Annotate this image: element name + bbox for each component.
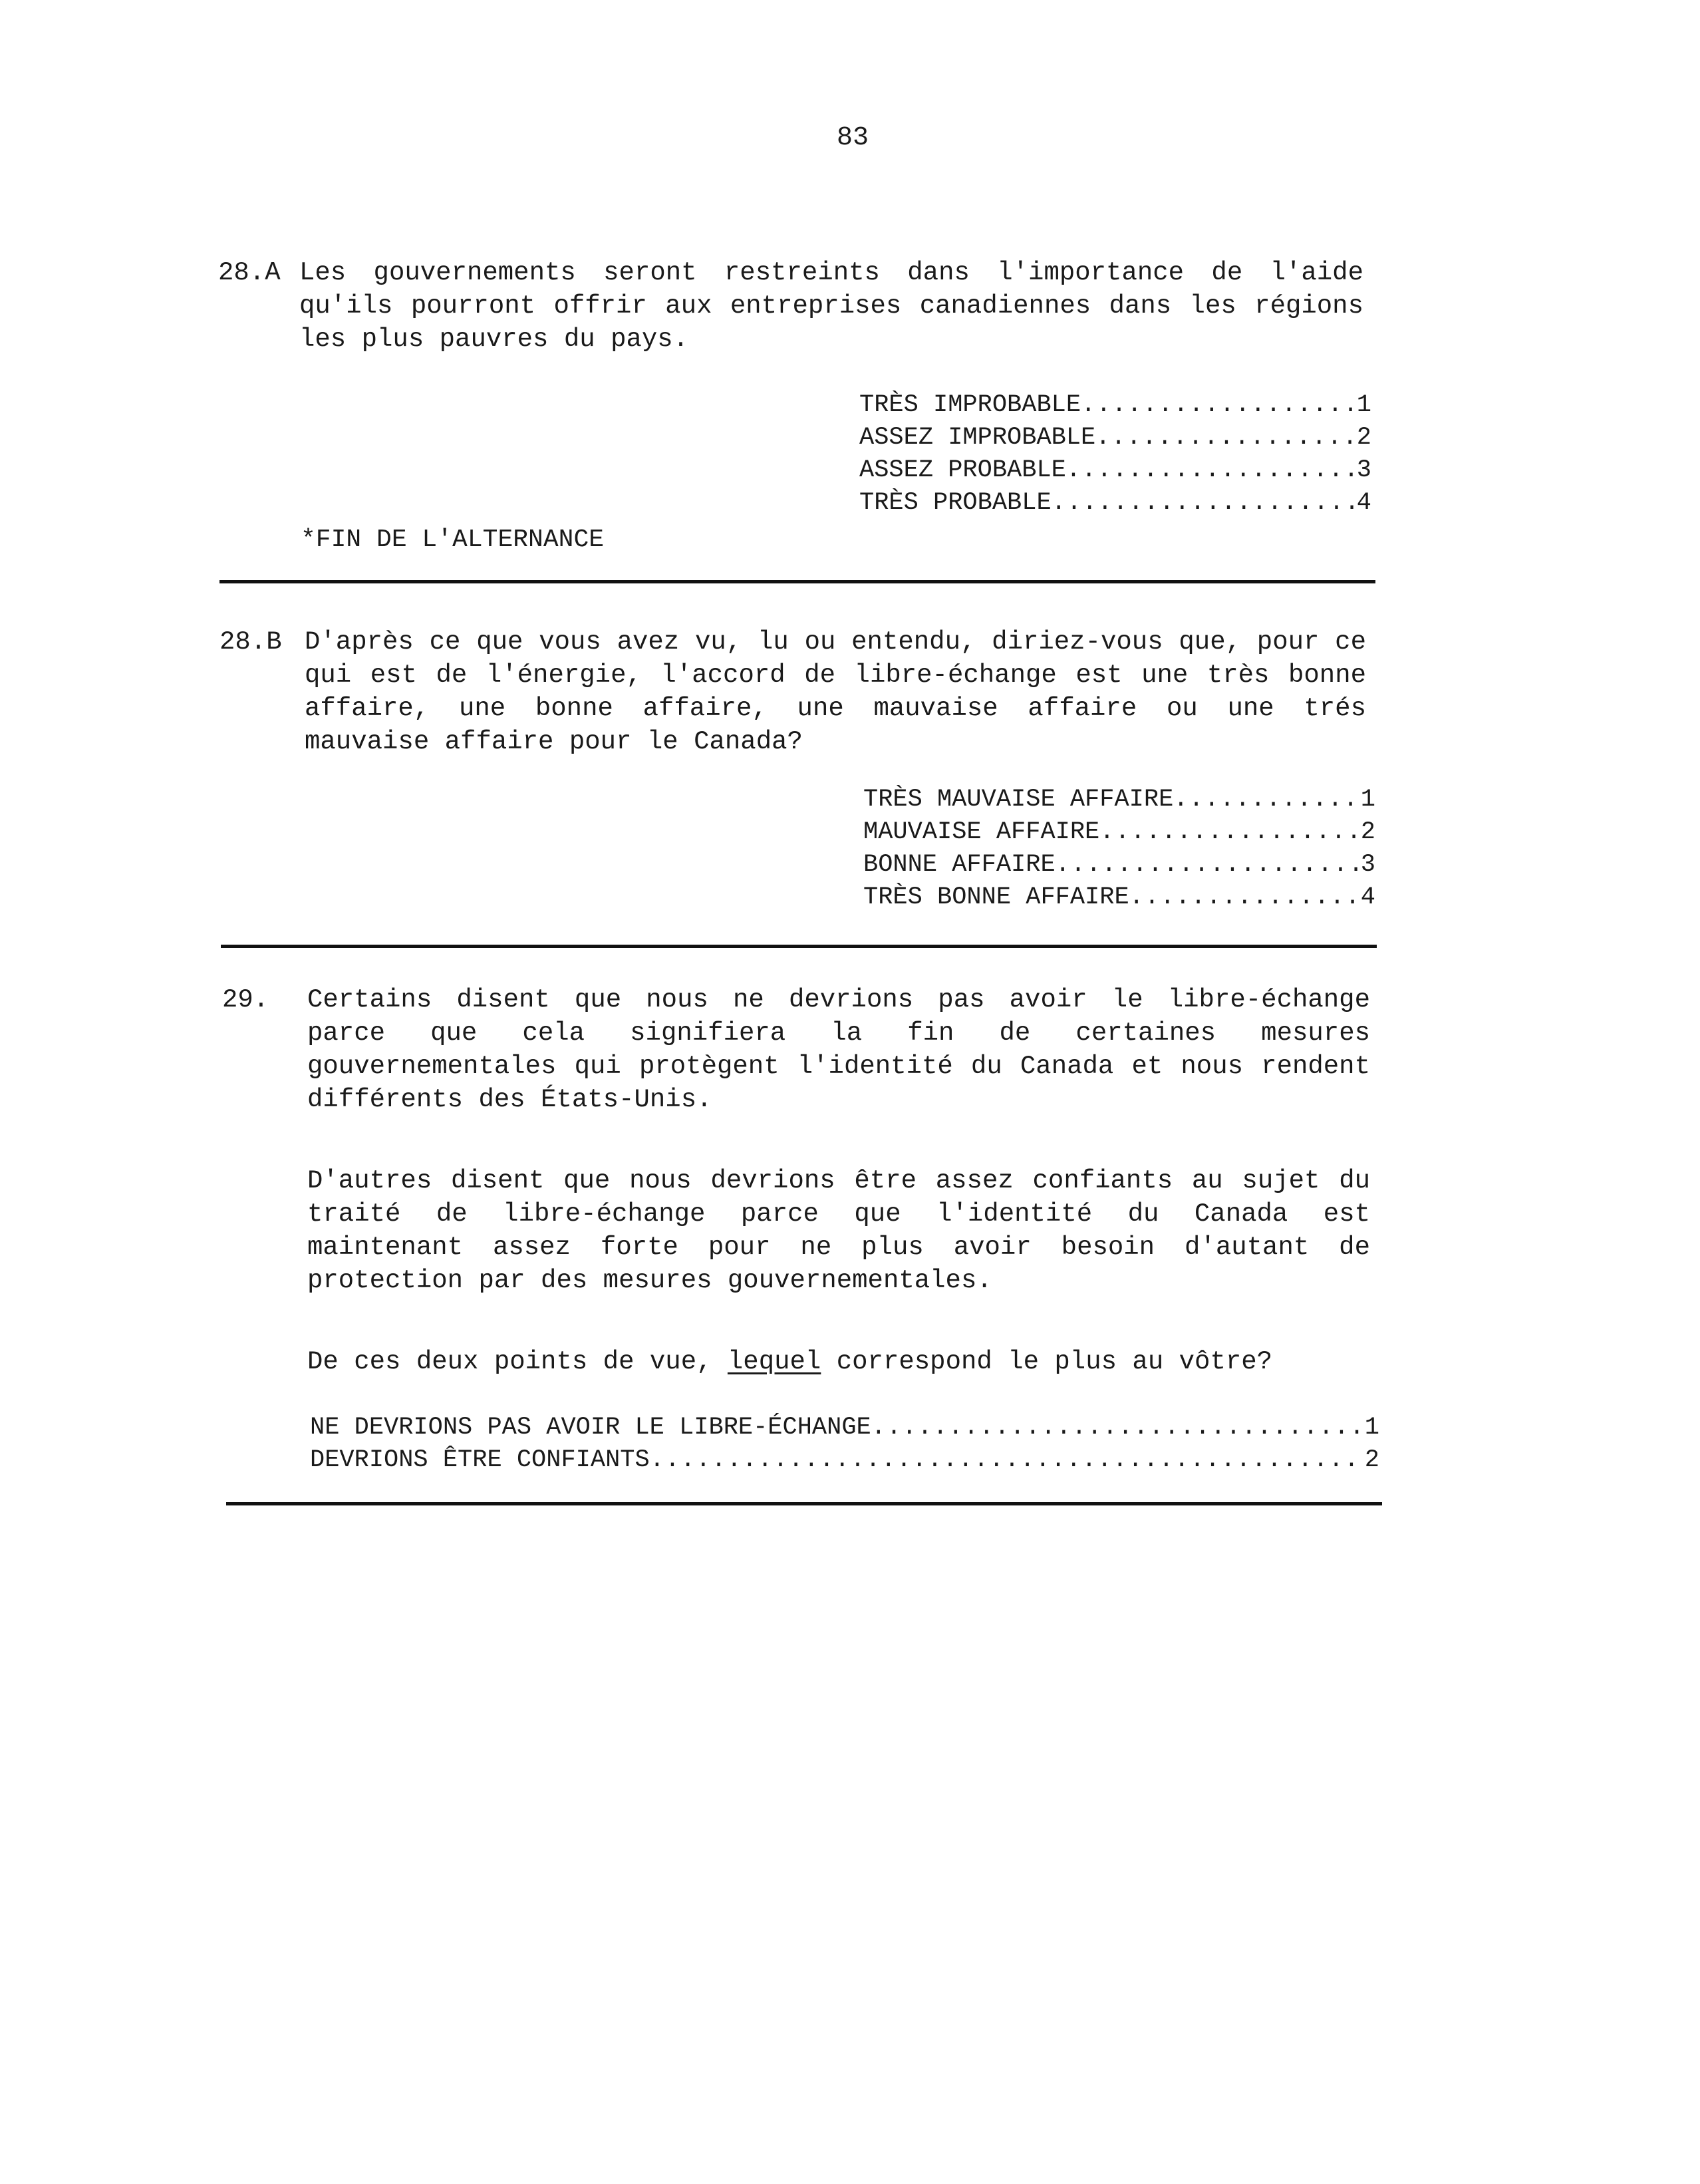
answer-option[interactable]: ASSEZ IMPROBABLE ..... 2 [859, 422, 1371, 454]
answer-option[interactable]: NE DEVRIONS PAS AVOIR LE LIBRE-ÉCHANGE ..... 1 [310, 1412, 1379, 1444]
emphasized-word: lequel [727, 1347, 821, 1376]
question-text: D'après ce que vous avez vu, lu ou entendu, diriez-vous que, pour ce qui est de l'énergie, l'accord de libre-échange est une très bonne affaire, une bonne affaire, une mauvaise affaire ou une trés mauvaise affaire pour le Canada? [305, 627, 1366, 756]
question-prompt: De ces deux points de vue, lequel correspond le plus au vôtre? [307, 1347, 1273, 1376]
answer-options-29 [310, 1412, 1379, 1477]
answer-option[interactable]: TRÈS MAUVAISE AFFAIRE ..... 1 [863, 784, 1375, 816]
instruction-note: *FIN DE L'ALTERNANCE [301, 526, 605, 554]
question-paragraph-2: D'autres disent que nous devrions être assez confiants au sujet du traité de libre-échange parce que l'identité du Canada est maintenant assez forte pour ne plus avoir besoin d'autant de protection par des mesures gouvernementales. [307, 1166, 1370, 1295]
question-paragraph-1: Certains disent que nous ne devrions pas avoir le libre-échange parce que cela signifiera la fin de certaines mesures gouvernementales qui protègent l'identité du Canada et nous rendent différents des États-Unis. [307, 985, 1370, 1114]
answer-option[interactable]: TRÈS IMPROBABLE ..... 1 [859, 389, 1371, 422]
answer-option[interactable]: TRÈS BONNE AFFAIRE ..... 4 [863, 881, 1375, 914]
answer-option[interactable]: DEVRIONS ÊTRE CONFIANTS ..... 2 [310, 1444, 1379, 1477]
question-text: Les gouvernements seront restreints dans l'importance de l'aide qu'ils pourront offrir aux entreprises canadiennes dans les régions les plus pauvres du pays. [299, 258, 1363, 354]
answer-option[interactable]: TRÈS PROBABLE ..... 4 [859, 487, 1371, 520]
question-number: 29. [222, 985, 269, 1014]
answer-option[interactable]: ASSEZ PROBABLE ..... 3 [859, 454, 1371, 487]
answer-options-28a [859, 389, 1371, 520]
page-number: 83 [837, 123, 869, 153]
question-number: 28.B [219, 627, 282, 657]
question-number: 28.A [218, 258, 281, 287]
answer-option[interactable]: BONNE AFFAIRE ..... 3 [863, 849, 1375, 881]
section-divider [221, 945, 1377, 948]
question-text [307, 983, 1370, 1378]
answer-options-28b [863, 784, 1375, 914]
section-divider [226, 1502, 1382, 1505]
answer-option[interactable]: MAUVAISE AFFAIRE ..... 2 [863, 816, 1375, 849]
section-divider [219, 580, 1375, 583]
